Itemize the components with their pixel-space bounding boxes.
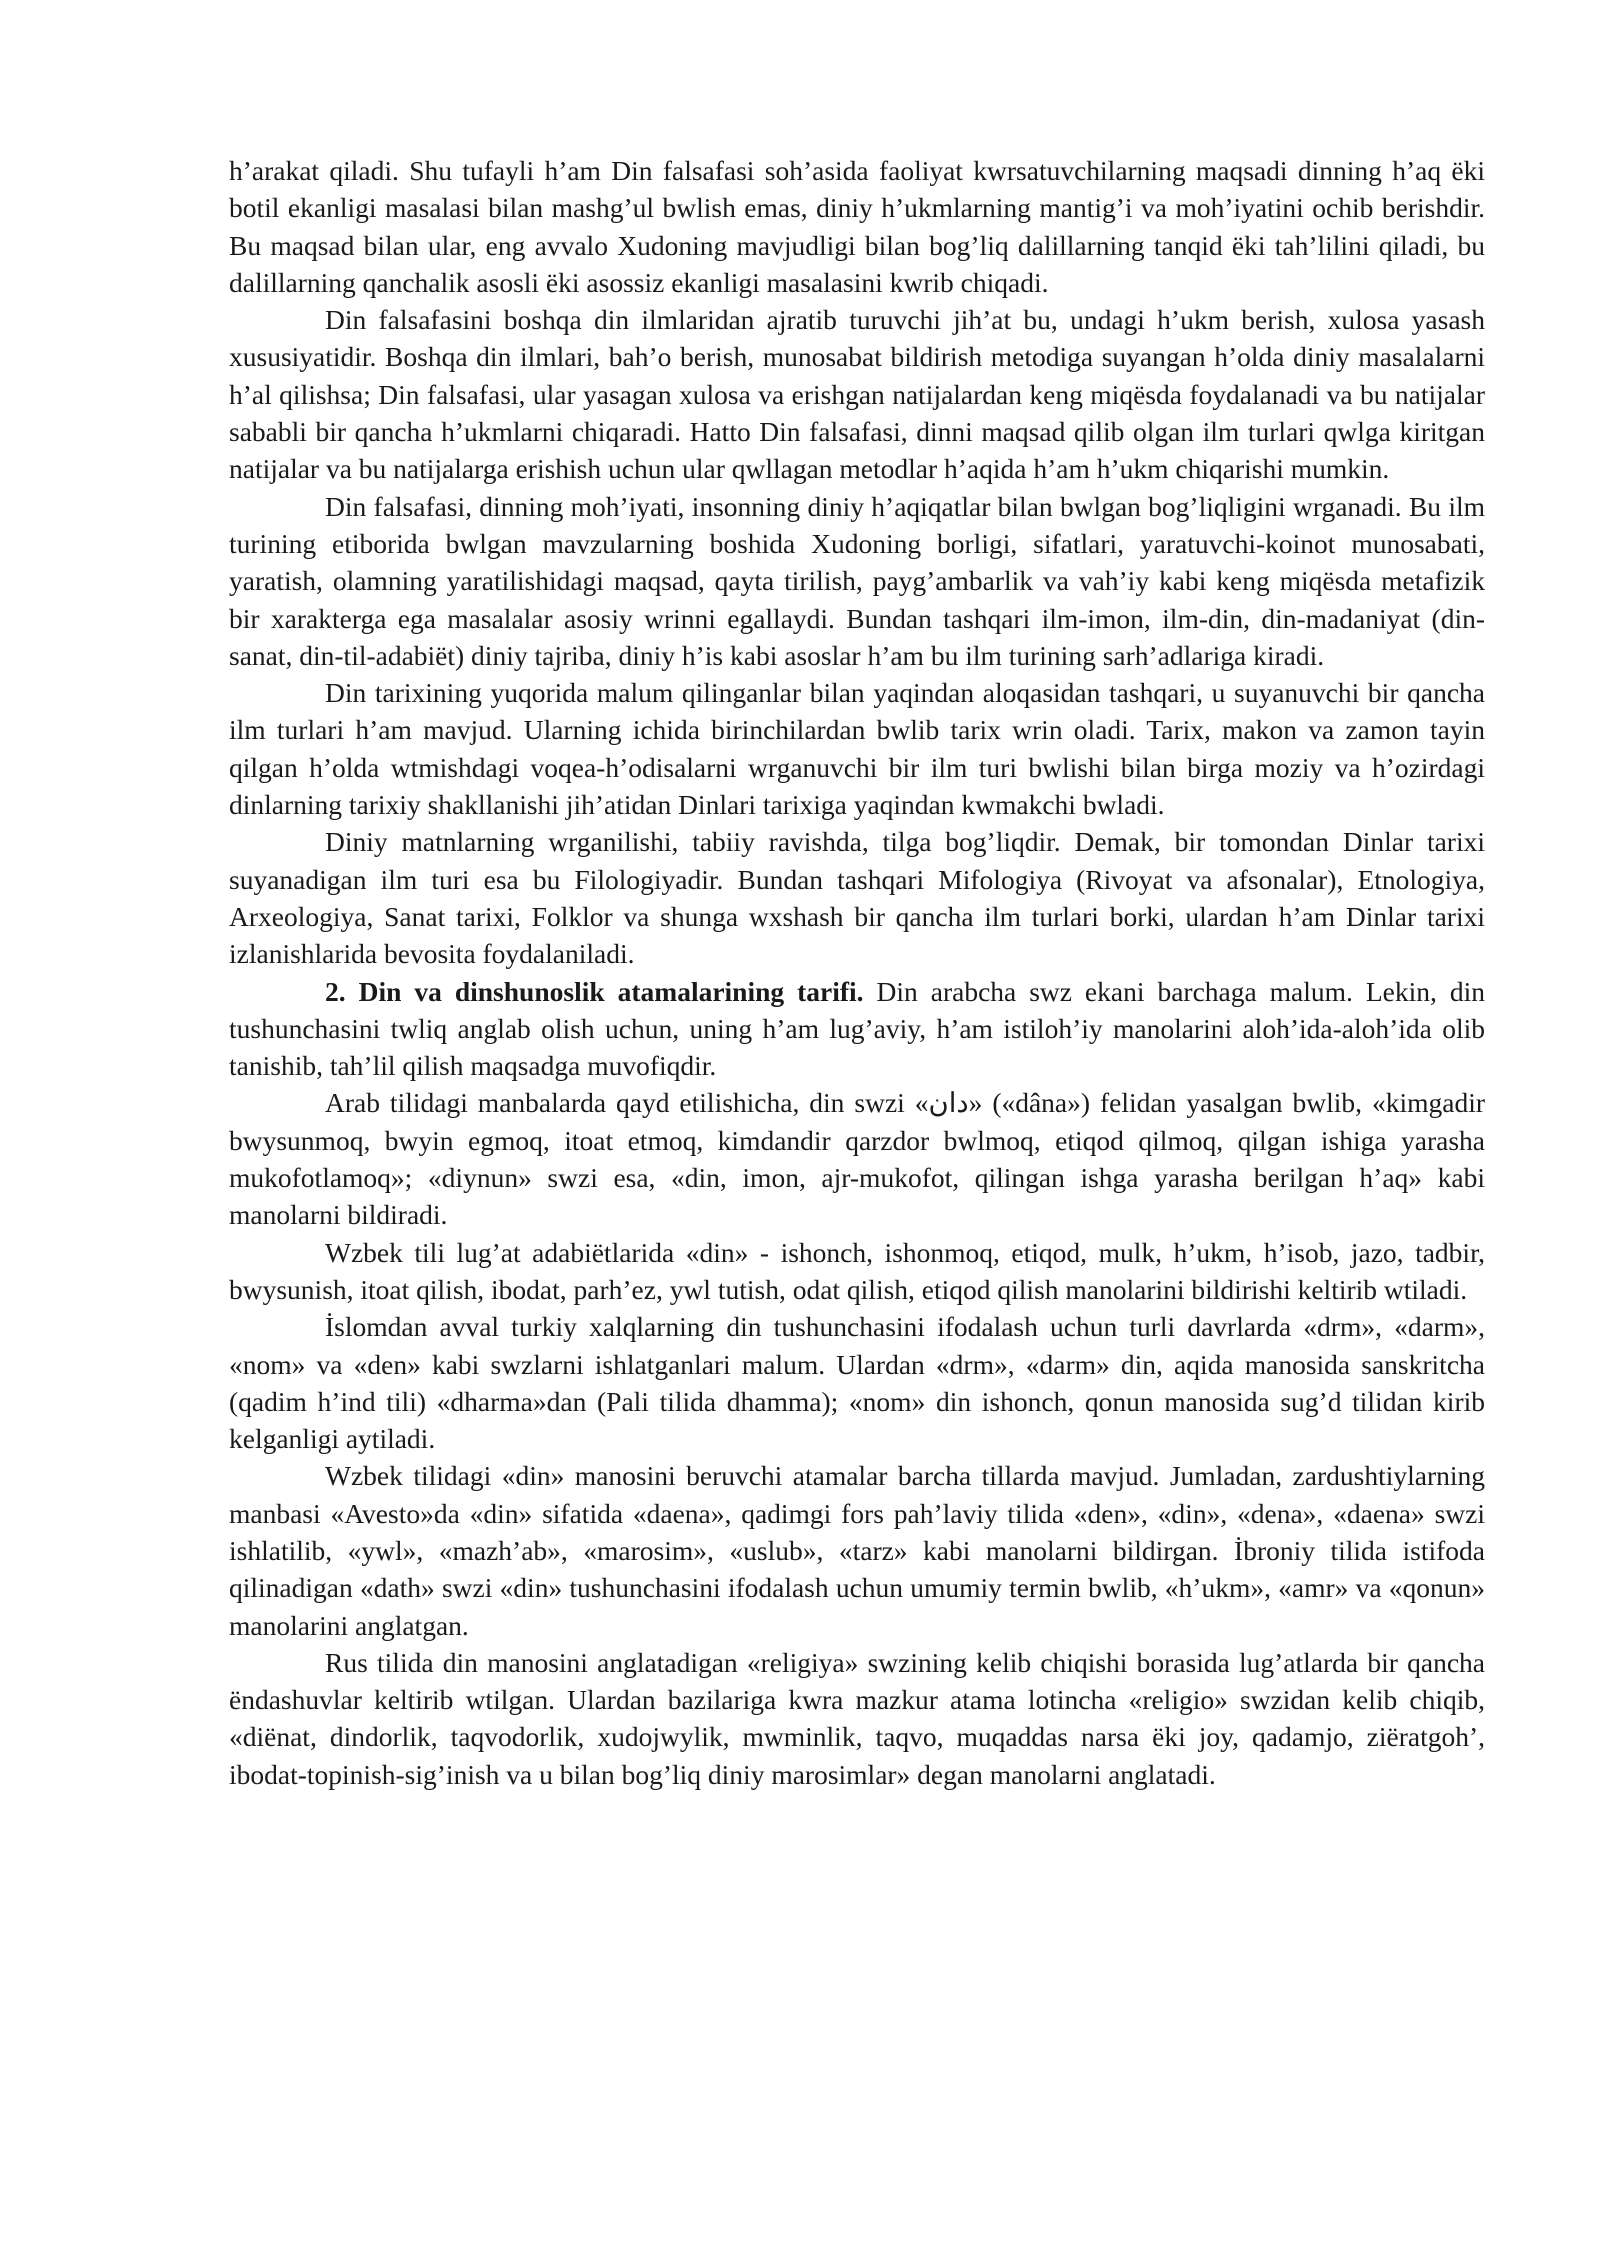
paragraph-9: İslomdan avval turkiy xalqlarning din tushunchasini ifodalash uchun turli davrlarda «drm», «darm», «nom» va «den» kabi swzlarni ishlatganlari malum. Ulardan «drm», «darm» din, aqida manosida sanskritcha (qadim h’ind tili) «dharma»dan (Pali tilida dhamma); «nom» din ishonch, qonun manosida sug’d tilidan kirib kelganligi aytiladi. xyxy=(229,1311,1485,1455)
paragraph-1: h’arakat qiladi. Shu tufayli h’am Din falsafasi soh’asida faoliyat kwrsatuvchilarning maqsadi dinning h’aq ëki botil ekanligi masalasi bilan mashg’ul bwlish emas, diniy h’ukmlarning mantig’i va moh’iyatini ochib berishdir. Bu maqsad bilan ular, eng avvalo Xudoning mavjudligi bilan bog’liq dalillarning tanqid ëki tah’lilini qiladi, bu dalillarning qanchalik asosli ëki asossiz ekanligi masalasini kwrib chiqadi. xyxy=(229,155,1485,298)
paragraph-3: Din falsafasi, dinning moh’iyati, insonning diniy h’aqiqatlar bilan bwlgan bog’liqligini wrganadi. Bu ilm turining etiborida bwlgan mavzularning boshida Xudoning borligi, sifatlari, yaratuvchi-koinot munosabati, yaratish, olamning yaratilishidagi maqsad, qayta tirilish, payg’ambarlik va vah’iy kabi keng miqësda metafizik bir xarakterga ega masalalar asosiy wrinni egallaydi. Bundan tashqari ilm-imon, ilm-din, din-madaniyat (din-sanat, din-til-adabiët) diniy tajriba, diniy h’is kabi asoslar h’am bu ilm turining sarh’adlariga kiradi. xyxy=(229,490,1485,671)
paragraph-10: Wzbek tilidagi «din» manosini beruvchi atamalar barcha tillarda mavjud. Jumladan, zardushtiylarning manbasi «Avesto»da «din» sifatida «daena», qadimgi fors pah’laviy tilida «den», «din», «dena», «daena» swzi ishlatilib, «ywl», «mazh’ab», «marosim», «uslub», «tarz» kabi manolarni bildirgan. İbroniy tilida istifoda qilinadigan «dath» swzi «din» tushunchasini ifodalash uchun umumiy termin bwlib, «h’ukm», «amr» va «qonun» manolarini anglatgan. xyxy=(229,1460,1485,1641)
paragraph-7: Arab tilidagi manbalarda qayd etilishicha, din swzi «دان» («dâna») felidan yasalgan bwlib, «kimgadir bwysunmoq, bwyin egmoq, itoat etmoq, kimdandir qarzdor bwlmoq, etiqod qilmoq, qilgan ishiga yarasha mukofotlamoq»; «diynun» swzi esa, «din, imon, ajr-mukofot, qilingan ishga yarasha berilgan h’aq» kabi manolarni bildiradi. xyxy=(229,1087,1485,1231)
section-heading: 2. Din va dinshunoslik atamalarining tarifi. xyxy=(325,975,864,1007)
paragraph-8: Wzbek tili lug’at adabiëtlarida «din» - ishonch, ishonmoq, etiqod, mulk, h’ukm, h’isob, jazo, tadbir, bwysunish, itoat qilish, ibodat, parh’ez, ywl tutish, odat qilish, etiqod qilish manolarini bildirishi keltirib wtiladi. xyxy=(229,1236,1485,1305)
paragraph-6-body: Din arabcha swz ekani barchaga malum. Lekin, din tushunchasini twliq anglab olish uchun, uning h’am lug’aviy, h’am istiloh’iy manolarini aloh’ida-aloh’ida olib tanishib, tah’lil qilish maqsadga muvofiqdir. xyxy=(229,975,1485,1082)
document-page xyxy=(229,152,1485,1793)
paragraph-4: Din tarixining yuqorida malum qilinganlar bilan yaqindan aloqasidan tashqari, u suyanuvchi bir qancha ilm turlari h’am mavjud. Ularning ichida birinchilardan bwlib tarix wrin oladi. Tarix, makon va zamon tayin qilgan h’olda wtmishdagi voqea-h’odisalarni wrganuvchi bir ilm turi bwlishi bilan birga moziy va h’ozirdagi dinlarning tarixiy shakllanishi jih’atidan Dinlari tarixiga yaqindan kwmakchi bwladi. xyxy=(229,677,1485,821)
paragraph-6 xyxy=(229,973,1485,1085)
paragraph-5: Diniy matnlarning wrganilishi, tabiiy ravishda, tilga bog’liqdir. Demak, bir tomondan Dinlar tarixi suyanadigan ilm turi esa bu Filologiyadir. Bundan tashqari Mifologiya (Rivoyat va afsonalar), Etnologiya, Arxeologiya, Sanat tarixi, Folklor va shunga wxshash bir qancha ilm turlari borki, ulardan h’am Dinlar tarixi izlanishlarida bevosita foydalaniladi. xyxy=(229,826,1485,970)
paragraph-11: Rus tilida din manosini anglatadigan «religiya» swzining kelib chiqishi borasida lug’atlarda bir qancha ëndashuvlar keltirib wtilgan. Ulardan bazilariga kwra mazkur atama lotincha «religio» swzidan kelib chiqib, «diënat, dindorlik, taqvodorlik, xudojwylik, mwminlik, taqvo, muqaddas narsa ëki joy, qadamjo, ziëratgoh’, ibodat-topinish-sig’inish va u bilan bog’liq diniy marosimlar» degan manolarni anglatadi. xyxy=(229,1646,1485,1790)
paragraph-2: Din falsafasini boshqa din ilmlaridan ajratib turuvchi jih’at bu, undagi h’ukm berish, xulosa yasash xususiyatidir. Boshqa din ilmlari, bah’o berish, munosabat bildirish metodiga suyangan h’olda diniy masalalarni h’al qilishsa; Din falsafasi, ular yasagan xulosa va erishgan natijalardan keng miqësda foydalanadi va bu natijalar sababli bir qancha h’ukmlarni chiqaradi. Hatto Din falsafasi, dinni maqsad qilib olgan ilm turlari qwlga kiritgan natijalar va bu natijalarga erishish uchun ular qwllagan metodlar h’aqida h’am h’ukm chiqarishi mumkin. xyxy=(229,304,1485,485)
